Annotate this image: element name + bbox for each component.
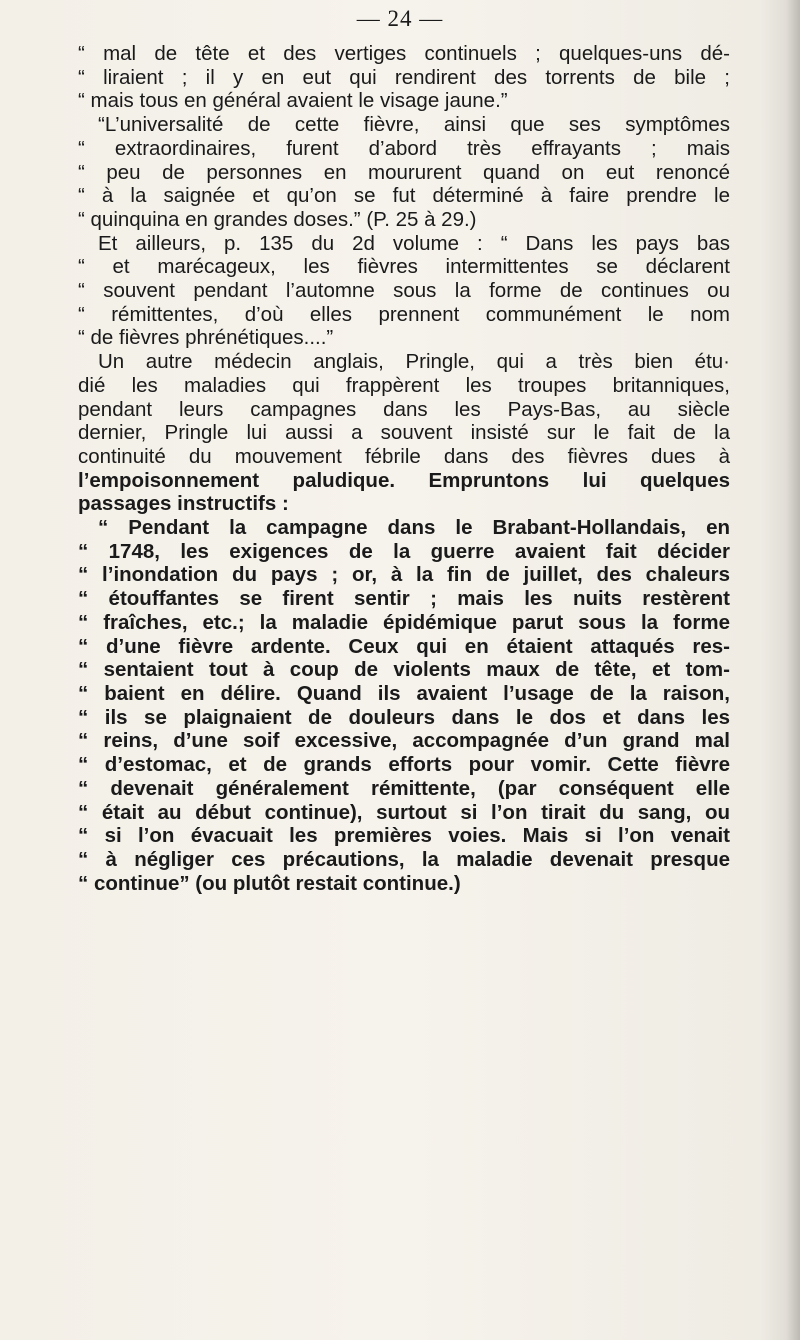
text-line: Et ailleurs, p. 135 du 2d volume : “ Dans les pays bas bbox=[98, 231, 730, 255]
text-line: “ quinquina en grandes doses.” (P. 25 à 29.) bbox=[78, 207, 477, 231]
text-line: “L’universalité de cette fièvre, ainsi que ses symptômes bbox=[98, 113, 730, 137]
text-line: “ de fièvres phrénétiques....” bbox=[78, 326, 334, 350]
text-line: passages instructifs : bbox=[78, 492, 289, 516]
text-line: “ sentaient tout à coup de violents maux de tête, et tom- bbox=[78, 658, 730, 682]
text-line: “ souvent pendant l’automne sous la forme de continues ou bbox=[78, 279, 730, 303]
text-line: “ baient en délire. Quand ils avaient l’usage de la raison, bbox=[78, 681, 730, 705]
text-line: “ l’inondation du pays ; or, à la fin de juillet, des chaleurs bbox=[78, 563, 730, 587]
text-line: dié les maladies qui frappèrent les troupes britanniques, bbox=[78, 373, 730, 397]
text-line: “ si l’on évacuait les premières voies. Mais si l’on venait bbox=[78, 824, 730, 848]
text-line: “ à négliger ces précautions, la maladie devenait presque bbox=[78, 847, 730, 871]
text-line: continuité du mouvement fébrile dans des fièvres dues à bbox=[78, 444, 730, 468]
body-text bbox=[78, 42, 730, 895]
text-line: “ peu de personnes en moururent quand on eut renoncé bbox=[78, 160, 730, 184]
text-line: “ reins, d’une soif excessive, accompagnée d’un grand mal bbox=[78, 729, 730, 753]
text-line: “ continue” (ou plutôt restait continue.) bbox=[78, 871, 461, 895]
text-line: “ liraient ; il y en eut qui rendirent des torrents de bile ; bbox=[78, 65, 730, 89]
text-line: “ rémittentes, d’où elles prennent communément le nom bbox=[78, 302, 730, 326]
text-line: “ extraordinaires, furent d’abord très effrayants ; mais bbox=[78, 136, 730, 160]
text-line: “ Pendant la campagne dans le Brabant-Hollandais, en bbox=[98, 516, 730, 540]
text-line: “ étouffantes se firent sentir ; mais les nuits restèrent bbox=[78, 587, 730, 611]
text-line: “ et marécageux, les fièvres intermittentes se déclarent bbox=[78, 255, 730, 279]
text-line: “ à la saignée et qu’on se fut déterminé à faire prendre le bbox=[78, 184, 730, 208]
text-line: dernier, Pringle lui aussi a souvent insisté sur le fait de la bbox=[78, 421, 730, 445]
text-line: “ était au début continue), surtout si l’on tirait du sang, ou bbox=[78, 800, 730, 824]
text-line: l’empoisonnement paludique. Empruntons lui quelques bbox=[78, 468, 730, 492]
text-line: “ devenait généralement rémittente, (par conséquent elle bbox=[78, 776, 730, 800]
text-line: pendant leurs campagnes dans les Pays-Bas, au siècle bbox=[78, 397, 730, 421]
page-number: — 24 — bbox=[356, 6, 444, 31]
text-line: Un autre médecin anglais, Pringle, qui a très bien étu· bbox=[98, 350, 730, 374]
text-line: “ ils se plaignaient de douleurs dans le dos et dans les bbox=[78, 705, 730, 729]
text-line: “ 1748, les exigences de la guerre avaient fait décider bbox=[78, 539, 730, 563]
text-line: “ mais tous en général avaient le visage jaune.” bbox=[78, 89, 508, 113]
text-line: “ fraîches, etc.; la maladie épidémique parut sous la forme bbox=[78, 610, 730, 634]
text-line: “ d’une fièvre ardente. Ceux qui en étaient attaqués res- bbox=[78, 634, 730, 658]
text-line: “ d’estomac, et de grands efforts pour vomir. Cette fièvre bbox=[78, 753, 730, 777]
text-line: “ mal de tête et des vertiges continuels ; quelques-uns dé- bbox=[78, 42, 730, 65]
page-edge-shadow bbox=[786, 0, 800, 1340]
